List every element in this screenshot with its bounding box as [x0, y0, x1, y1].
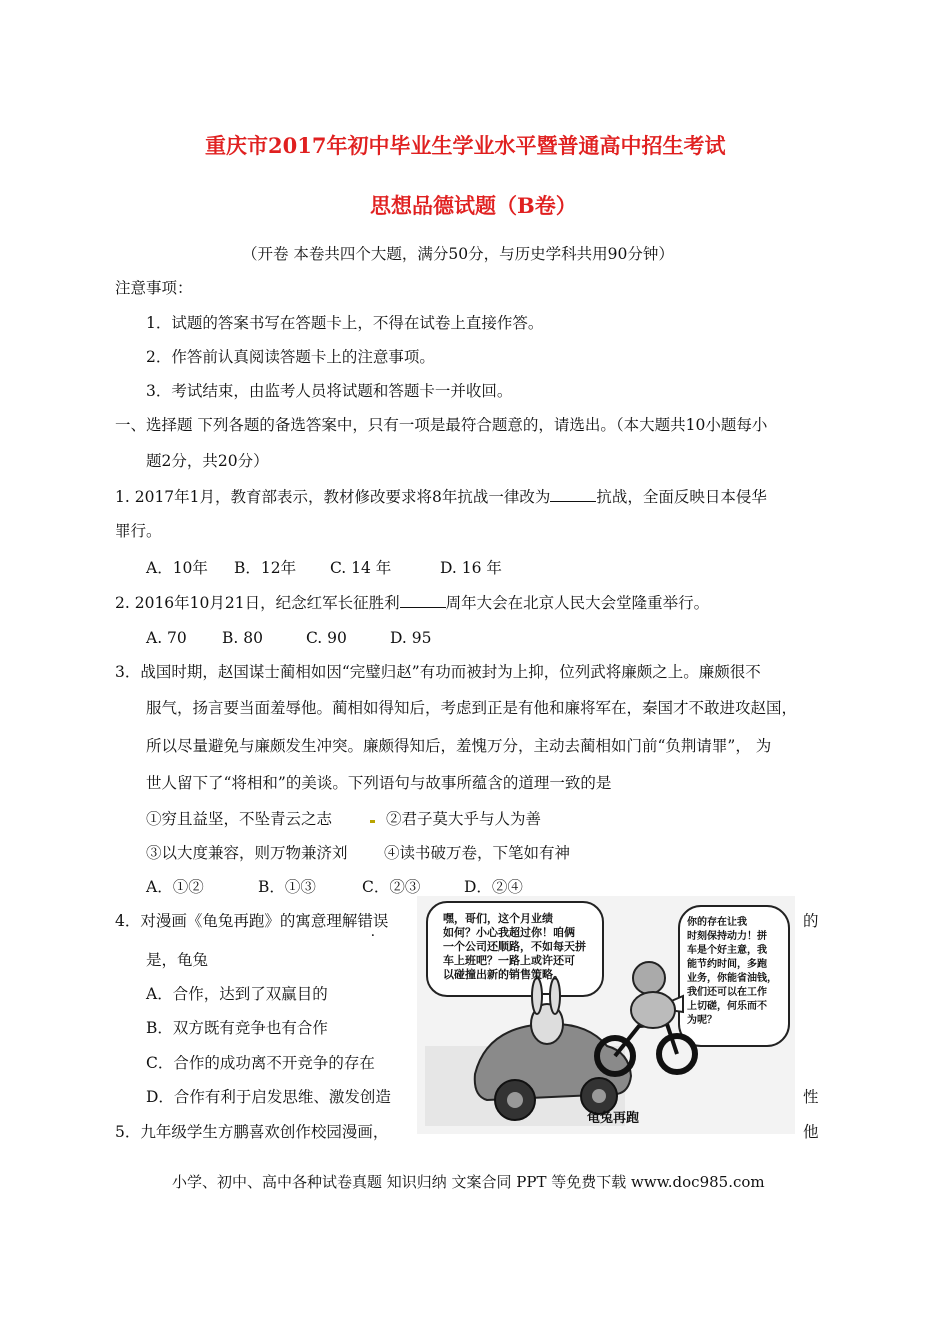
page-footer: 小学、初中、高中各种试卷真题 知识归纳 文案合同 PPT 等免费下载 www.doc985.com — [172, 1173, 765, 1191]
question-5-end: 他 — [803, 1123, 819, 1141]
bubble-line: 为呢？ — [687, 1015, 717, 1026]
exam-title: 重庆市2017年初中毕业生学业水平暨普通高中招生考试 — [205, 133, 726, 158]
option-d: D．合作有利于启发思维、激发创造 — [146, 1088, 391, 1106]
option-a: A．合作，达到了双赢目的 — [146, 985, 328, 1003]
bubble-line: 车是个好主意，我 — [687, 945, 767, 956]
speech-bubble-left — [443, 912, 586, 982]
option-d: D. 16 年 — [440, 559, 502, 577]
bubble-line: 车上班吧？一路上或许还可 — [443, 954, 575, 967]
option-d-end: 性 — [803, 1088, 819, 1106]
notice-item: 3．考试结束，由监考人员将试题和答题卡一并收回。 — [146, 382, 513, 400]
question-1-text-end: 抗战，全面反映日本侵华 — [596, 488, 767, 506]
option-c: C．合作的成功离不开竞争的存在 — [146, 1054, 375, 1072]
section-heading-cont: 题2分，共20分） — [146, 452, 269, 470]
question-1-options — [146, 558, 502, 578]
statement-4: ④读书破万卷，下笔如有神 — [384, 844, 571, 862]
notice-heading: 注意事项： — [115, 279, 193, 297]
statement-1: ①穷且益坚，不坠青云之志 — [146, 810, 333, 828]
option-c: C. 14 年 — [330, 559, 392, 577]
question-2 — [115, 593, 709, 613]
bubble-line: 以碰撞出新的销售策略。 — [443, 968, 564, 981]
question-5: 5．九年级学生方鹏喜欢创作校园漫画， — [115, 1123, 389, 1141]
bubble-line: 一个公司还顺路，不如每天拼 — [443, 940, 586, 953]
question-1-text: 1. 2017年1月，教育部表示，教材修改要求将8年抗战一律改为 — [115, 488, 551, 506]
question-3: 3．战国时期，赵国谋士蔺相如因“完璧归赵”有功而被封为上抑，位列武将廉颇之上。廉颇很不 — [115, 663, 761, 681]
question-4-text: 4．对漫画《龟兔再跑》的寓意理解 — [115, 912, 358, 930]
option-b: B．①③ — [258, 878, 316, 896]
question-4 — [115, 911, 388, 931]
option-c: C. 90 — [306, 629, 347, 647]
option-b: B．12年 — [234, 559, 297, 577]
exam-info: （开卷 本卷共四个大题，满分50分，与历史学科共用90分钟） — [242, 245, 674, 263]
bubble-line: 我们还可以在工作 — [687, 987, 767, 998]
question-2-text-end: 周年大会在北京人民大会堂隆重举行。 — [445, 594, 710, 612]
notice-item: 2．作答前认真阅读答题卡上的注意事项。 — [146, 348, 435, 366]
question-3-cont: 服气，扬言要当面羞辱他。蔺相如得知后，考虑到正是有他和廉将军在，秦国才不敢进攻赵国， — [146, 699, 798, 717]
option-d: D. 95 — [390, 629, 432, 647]
question-2-text: 2. 2016年10月21日，纪念红军长征胜利 — [115, 594, 400, 612]
bubble-line: 能节约时间，多跑 — [687, 959, 767, 970]
option-b: B. 80 — [222, 629, 263, 647]
notice-item: 1．试题的答案书写在答题卡上，不得在试卷上直接作答。 — [146, 314, 544, 332]
statement-3: ③以大度兼容，则万物兼济刘 — [146, 844, 348, 862]
bubble-line: 业务，你能省油钱， — [687, 973, 777, 984]
section-heading: 一、选择题 下列各题的备选答案中，只有一项是最符合题意的，请选出。（本大题共10小题每小 — [115, 416, 768, 434]
cartoon-caption: 龟兔再跑 — [587, 1111, 640, 1126]
bubble-line: 嘿，哥们，这个月业绩 — [443, 912, 553, 925]
option-a: A．①② — [146, 878, 204, 896]
question-3-cont: 所以尽量避免与廉颇发生冲突。廉颇得知后，羞愧万分，主动去蔺相如门前“负荆请罪”， 为 — [146, 737, 772, 755]
option-a: A. 70 — [146, 629, 187, 647]
question-3-options — [146, 877, 523, 897]
bubble-line: 时刻保持动力！拼 — [687, 931, 767, 942]
speech-bubble-right — [687, 916, 777, 1028]
exam-subtitle: 思想品德试题（B卷） — [370, 193, 577, 218]
option-c: C．②③ — [362, 878, 421, 896]
question-2-options — [146, 628, 431, 648]
question-4-cont: 是，龟兔 — [146, 951, 209, 969]
bubble-line: 你的存在让我 — [687, 917, 747, 928]
cartoon-illustration — [417, 896, 795, 1134]
question-1 — [115, 487, 767, 507]
bubble-line: 如何？小心我超过你！咱俩 — [443, 926, 575, 939]
question-3-cont: 世人留下了“将相和”的美谈。下列语句与故事所蕴含的道理一致的是 — [146, 774, 612, 792]
answer-blank — [400, 593, 446, 608]
option-b: B．双方既有竞争也有合作 — [146, 1019, 328, 1037]
statement-2: ②君子莫大乎与人为善 — [386, 810, 542, 828]
option-d: D．②④ — [464, 878, 523, 896]
option-a: A．10年 — [146, 559, 208, 577]
question-1-cont: 罪行。 — [115, 522, 162, 540]
emphasis-text: 错误 — [357, 912, 389, 930]
answer-blank — [550, 487, 596, 502]
bubble-line: 上切磋，何乐而不 — [687, 1001, 767, 1012]
stray-mark — [370, 820, 375, 823]
question-4-end: 的 — [803, 912, 819, 930]
